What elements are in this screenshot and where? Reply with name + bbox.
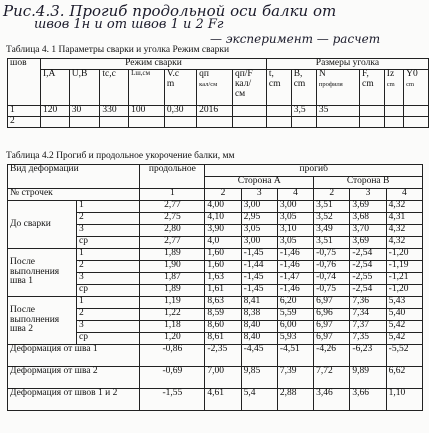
table2-cell: 3,49	[314, 225, 350, 237]
table2-cell: -2,54	[350, 249, 386, 261]
table2-cell: -4,51	[277, 345, 313, 367]
table2-cell: 8,60	[205, 321, 241, 333]
table2-cell: 7,35	[350, 333, 386, 345]
table2-header-long: продольное	[140, 165, 205, 189]
table2-cell: 4,32	[386, 201, 422, 213]
table2-row-number: 2	[77, 261, 140, 273]
table2-cell: 7,00	[205, 367, 241, 389]
table2-cell: 4,31	[386, 213, 422, 225]
table2-cell: 4,10	[205, 213, 241, 225]
table2-cell: 1,18	[140, 321, 205, 333]
table2-cell: -1,44	[241, 261, 277, 273]
handwritten-line-3: — эксперимент — расчет	[210, 32, 381, 46]
table2-row-number: 2	[77, 213, 140, 225]
table2-cell: -0,76	[314, 261, 350, 273]
table2-cell: 3,00	[241, 201, 277, 213]
table2-cell: 1,61	[205, 285, 241, 297]
table2-cell: 3,69	[350, 201, 386, 213]
table2-header-sideB: Сторона В	[314, 177, 423, 189]
table2-cell: 8,40	[241, 321, 277, 333]
table2-row-number: 2	[77, 309, 140, 321]
table2-deform-row	[8, 389, 423, 411]
table2-cell: 4,32	[386, 225, 422, 237]
table1-group-corner: Размеры уголка	[266, 59, 428, 70]
table2-cell: 7,39	[277, 367, 313, 389]
table1-header-t: t, cm	[266, 69, 291, 105]
table2-cell: 8,61	[205, 333, 241, 345]
table2-cell: 1,90	[140, 261, 205, 273]
table2-cell: 3,10	[277, 225, 313, 237]
table2-cell: 1,10	[386, 389, 422, 411]
table1-header-q: qп кал/см	[197, 69, 233, 105]
table2-cell: 3,52	[314, 213, 350, 225]
table2-header-nums: № строчек 1 2 3 4 2 3 4	[8, 189, 423, 201]
table1-header-B: B, cm	[291, 69, 316, 105]
table2	[7, 164, 423, 411]
table2-cell: 2,77	[140, 201, 205, 213]
table2-cell: 1,60	[205, 249, 241, 261]
table2-cell: -0,75	[314, 249, 350, 261]
table2-caption: Таблица 4.2 Прогиб и продольное укорочение балки, мм	[6, 151, 235, 161]
table2-cell: 6,97	[314, 321, 350, 333]
table2-cell: 7,34	[350, 309, 386, 321]
table2-cell: 3,05	[277, 237, 313, 249]
table2-cell: -1,20	[386, 285, 422, 297]
table2-cell: 5,59	[277, 309, 313, 321]
table2-cell: 1,60	[205, 261, 241, 273]
table2-cell: 1,63	[205, 273, 241, 285]
table2-cell: 3,69	[350, 237, 386, 249]
table2-cell: 3,51	[314, 201, 350, 213]
table2-cell: -4,45	[241, 345, 277, 367]
table2-cell: 6,96	[314, 309, 350, 321]
table2-cell: -1,19	[386, 261, 422, 273]
table2-cell: -1,46	[277, 261, 313, 273]
table2-cell: 4,00	[205, 201, 241, 213]
table2-cell: 2,77	[140, 237, 205, 249]
table1-header-tc: tс,с	[100, 69, 129, 105]
table2-header-defl: прогиб	[205, 165, 423, 177]
table2-group-label: До сварки	[8, 201, 77, 249]
table2-row	[8, 201, 423, 213]
handwritten-line-2: швов 1н и от швов 1 и 2 Fг	[34, 17, 224, 32]
table2-cell: 1,22	[140, 309, 205, 321]
table2-cell: 6,97	[314, 297, 350, 309]
table2-cell: 8,38	[241, 309, 277, 321]
table2-cell: 8,59	[205, 309, 241, 321]
table2-cell: 5,40	[386, 309, 422, 321]
table2-row	[8, 297, 423, 309]
table2-cell: 7,36	[350, 297, 386, 309]
table2-cell: 4,32	[386, 237, 422, 249]
table2-deform-label: Деформация от шва 1	[8, 345, 140, 367]
table2-header-sideA: Сторона А	[205, 177, 314, 189]
table1-header-qF: qп/F кал/ см	[232, 69, 266, 105]
table2-cell: -1,21	[386, 273, 422, 285]
table2-cell: -2,54	[350, 285, 386, 297]
table2-cell: -1,46	[277, 285, 313, 297]
table2-cell: 3,00	[277, 201, 313, 213]
table2-cell: -1,45	[241, 249, 277, 261]
table2-cell: 6,20	[277, 297, 313, 309]
table2-cell: -1,45	[241, 273, 277, 285]
table2-cell: 5,93	[277, 333, 313, 345]
table1-header-U: U,B	[69, 69, 100, 105]
table2-cell: -6,23	[350, 345, 386, 367]
table2-cell: 6,97	[314, 333, 350, 345]
table1-row: 1 120 30 330 100 0,30 2016 3,5 35	[8, 105, 429, 116]
table2-cell: 5,42	[386, 321, 422, 333]
table1-row: 2	[8, 116, 429, 127]
table1-header-L: Lш,см	[129, 69, 165, 105]
table2-cell: -1,45	[241, 285, 277, 297]
table2-cell: 3,05	[277, 213, 313, 225]
table2-cell: -5,52	[386, 345, 422, 367]
table2-cell: -2,55	[350, 273, 386, 285]
table2-cell: -0,86	[140, 345, 205, 367]
table2-cell: 2,80	[140, 225, 205, 237]
table2-row-number: 3	[77, 273, 140, 285]
table2-cell: -0,69	[140, 367, 205, 389]
table2-group-label: После выполнения шва 2	[8, 297, 77, 345]
table2-row-number: 3	[77, 225, 140, 237]
table2-cell: 2,88	[277, 389, 313, 411]
table2-row-number: 1	[77, 249, 140, 261]
table2-row	[8, 249, 423, 261]
table1-header-Iz: Iz cm	[384, 69, 403, 105]
table2-cell: 5,42	[386, 333, 422, 345]
table2-cell: 5,43	[386, 297, 422, 309]
table2-cell: 9,85	[241, 367, 277, 389]
table2-group-label: После выполнения шва 1	[8, 249, 77, 297]
table2-cell: 1,20	[140, 333, 205, 345]
table2-cell: 3,00	[241, 237, 277, 249]
table2-header-kind: Вид деформации	[8, 165, 140, 189]
table1-header-seam: шов	[8, 59, 41, 106]
table2-cell: 3,05	[241, 225, 277, 237]
table2-row-number: 3	[77, 321, 140, 333]
table1-header-Y0: Y0 cm	[404, 69, 429, 105]
table2-row-number: ср	[77, 333, 140, 345]
table2-cell: 3,66	[350, 389, 386, 411]
table2-cell: 2,75	[140, 213, 205, 225]
table2-cell: 7,37	[350, 321, 386, 333]
table2-cell: 3,90	[205, 225, 241, 237]
table2-cell: 8,41	[241, 297, 277, 309]
table2-cell: -1,20	[386, 249, 422, 261]
table1-group-mode: Режим сварки	[41, 59, 267, 70]
table1-caption: Таблица 4. 1 Параметры сварки и уголка Режим сварки	[6, 45, 230, 55]
table2-cell: 8,40	[241, 333, 277, 345]
table1-header-I: I,A	[41, 69, 70, 105]
table2-cell: -1,47	[277, 273, 313, 285]
table2-cell: 4,61	[205, 389, 241, 411]
table2-row-number: 1	[77, 201, 140, 213]
table2-deform-label: Деформация от швов 1 и 2	[8, 389, 140, 411]
table2-cell: 8,63	[205, 297, 241, 309]
table2-cell: 6,62	[386, 367, 422, 389]
table2-cell: -1,55	[140, 389, 205, 411]
table2-cell: 2,95	[241, 213, 277, 225]
table2-cell: -0,75	[314, 285, 350, 297]
table2-cell: 9,89	[350, 367, 386, 389]
handwritten-line-1: Рис.4.3. Прогиб продольной оси балки от	[3, 2, 337, 20]
table2-cell: 5,4	[241, 389, 277, 411]
table2-cell: -1,46	[277, 249, 313, 261]
table2-cell: 1,19	[140, 297, 205, 309]
table2-cell: -2,54	[350, 261, 386, 273]
table1-header-V: V.c m	[164, 69, 196, 105]
table2-cell: 1,89	[140, 285, 205, 297]
table2-row-number: ср	[77, 237, 140, 249]
table2-cell: -4,26	[314, 345, 350, 367]
table2-row-number: ср	[77, 285, 140, 297]
table2-cell: -2,35	[205, 345, 241, 367]
table2-deform-row	[8, 345, 423, 367]
table2-cell: 7,72	[314, 367, 350, 389]
table2-cell: 3,46	[314, 389, 350, 411]
table2-cell: 3,51	[314, 237, 350, 249]
table1	[7, 58, 429, 128]
table2-deform-row	[8, 367, 423, 389]
table2-row-number: 1	[77, 297, 140, 309]
table2-cell: 6,00	[277, 321, 313, 333]
table2-cell: 1,87	[140, 273, 205, 285]
table2-cell: -0,74	[314, 273, 350, 285]
table2-cell: 4,0	[205, 237, 241, 249]
table2-deform-label: Деформация от шва 2	[8, 367, 140, 389]
table2-cell: 3,70	[350, 225, 386, 237]
table2-cell: 1,89	[140, 249, 205, 261]
table1-header-N: N профиля	[316, 69, 359, 105]
table2-cell: 3,68	[350, 213, 386, 225]
table1-header-F: F, cm	[360, 69, 385, 105]
